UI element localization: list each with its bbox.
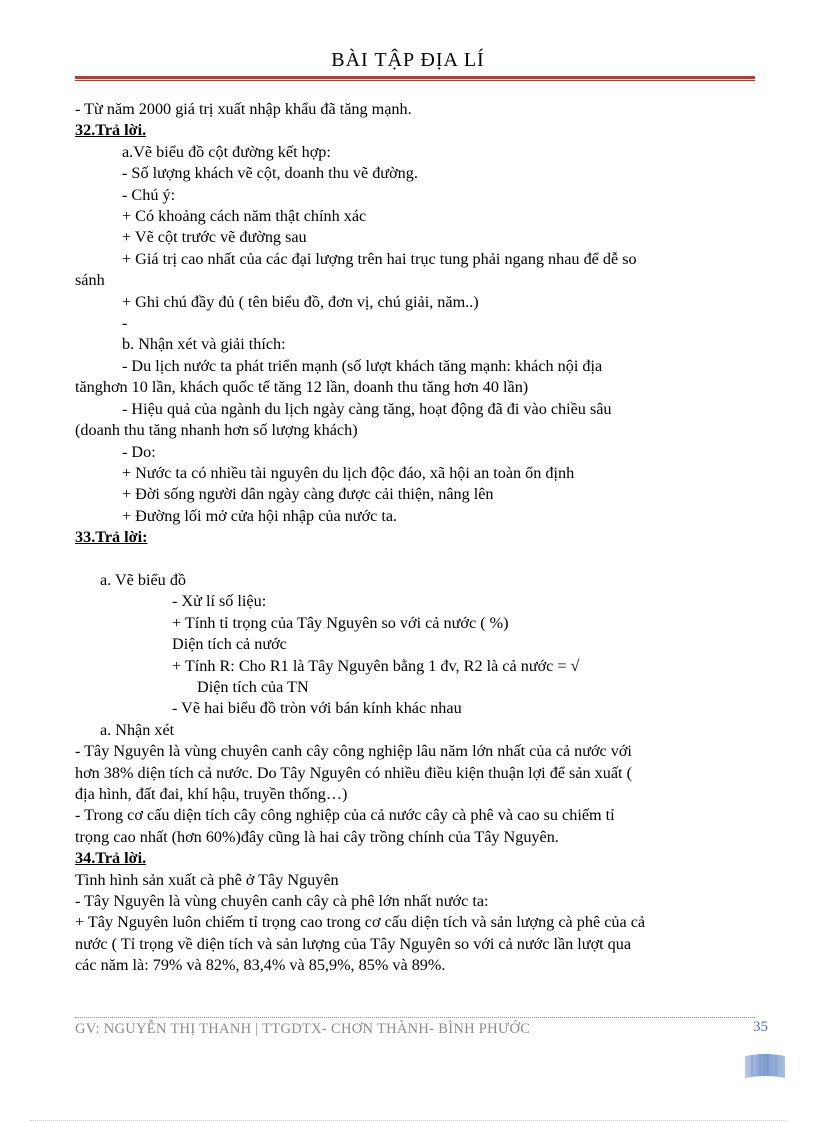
text-line: các năm là: 79% và 82%, 83,4% và 85,9%, 85% và 89%. — [75, 956, 446, 975]
text-line: Tình hình sản xuất cà phê ở Tây Nguyên — [75, 870, 339, 889]
text-line: - Xử lí số liệu: — [172, 592, 267, 611]
text-line: - Vẽ hai biểu đồ tròn với bán kính khác nhau — [172, 699, 462, 718]
text-line: - Từ năm 2000 giá trị xuất nhập khẩu đã tăng mạnh. — [75, 100, 412, 118]
text-line: + Có khoảng cách năm thật chính xác — [122, 207, 367, 226]
text-line: + Ghi chú đầy đủ ( tên biểu đồ, đơn vị, chú giải, năm..) — [122, 292, 479, 311]
page-bottom-border — [30, 1120, 786, 1121]
text-line: hơn 38% diện tích cả nước. Do Tây Nguyên có nhiều điều kiện thuận lợi để sản xuất ( — [75, 763, 632, 782]
text-line: + Đường lối mở cửa hội nhập của nước ta. — [122, 506, 398, 525]
header-rule-thin — [75, 80, 755, 81]
text-line: - Do: — [122, 442, 156, 461]
text-line: trọng cao nhất (hơn 60%)đây cũng là hai cây trồng chính của Tây Nguyên. — [75, 827, 559, 846]
footer-author: GV: NGUYỄN THỊ THANH | TTGDTX- CHƠN THÀNH- BÌNH PHƯỚC — [75, 1021, 531, 1037]
section-heading: 34.Trả lời. — [75, 849, 147, 868]
text-line: + Giá trị cao nhất của các đại lượng trên hai trục tung phải ngang nhau để dễ so — [122, 249, 637, 268]
page-number: 35 — [753, 1019, 768, 1035]
text-line: a. Vẽ biểu đồ — [100, 570, 187, 589]
text-line: - Chú ý: — [122, 185, 176, 204]
text-line: - Tây Nguyên là vùng chuyên canh cây công nghiệp lâu năm lớn nhất của cả nước với — [75, 742, 632, 761]
text-line: + Đời sống người dân ngày càng được cải thiện, nâng lên — [122, 485, 494, 504]
blank-line — [75, 549, 755, 570]
text-line: + Vẽ cột trước vẽ đường sau — [122, 228, 307, 247]
text-line: + Nước ta có nhiều tài nguyên du lịch độc đáo, xã hội an toàn ổn định — [122, 463, 575, 482]
text-line: + Tính tỉ trọng của Tây Nguyên so với cả nước ( %) — [172, 613, 509, 632]
header-rule — [75, 76, 755, 79]
text-line: - Số lượng khách vẽ cột, doanh thu vẽ đường. — [122, 164, 418, 183]
text-line: a.Vẽ biểu đồ cột đường kết hợp: — [122, 142, 331, 161]
text-line: - — [122, 314, 128, 333]
text-line: + Tính R: Cho R1 là Tây Nguyên bằng 1 đv, R2 là cả nước = √ — [172, 656, 580, 675]
text-line: Diện tích cả nước — [172, 635, 287, 654]
text-line: Diện tích của TN — [197, 677, 309, 696]
page-header-title: BÀI TẬP ĐỊA LÍ — [331, 49, 485, 71]
section-heading: 33.Trả lời: — [75, 528, 148, 547]
document-body — [75, 99, 755, 977]
text-line: - Trong cơ cấu diện tích cây công nghiệp của cả nước cây cà phê và cao su chiếm tỉ — [75, 806, 615, 825]
text-line: địa hình, đất đai, khí hậu, truyền thống…) — [75, 784, 348, 803]
text-line: b. Nhận xét và giải thích: — [122, 335, 286, 354]
text-line: a. Nhận xét — [100, 720, 175, 739]
text-line: sánh — [75, 271, 105, 290]
footer-rule — [75, 1017, 755, 1018]
text-line: (doanh thu tăng nhanh hơn số lượng khách) — [75, 421, 358, 440]
text-line: tănghơn 10 lần, khách quốc tế tăng 12 lần, doanh thu tăng hơn 40 lần) — [75, 378, 529, 397]
section-heading: 32.Trả lời. — [75, 121, 147, 140]
text-line: + Tây Nguyên luôn chiếm tỉ trọng cao trong cơ cấu diện tích và sản lượng cà phê của cả — [75, 913, 646, 932]
page-curl-icon — [744, 1052, 786, 1080]
text-line: nước ( Tỉ trọng về diện tích và sản lượng của Tây Nguyên so với cả nước lần lượt qua — [75, 934, 632, 953]
text-line: - Du lịch nước ta phát triển mạnh (số lượt khách tăng mạnh: khách nội địa — [122, 356, 603, 375]
text-line: - Tây Nguyên là vùng chuyên canh cây cà phê lớn nhất nước ta: — [75, 892, 489, 911]
text-line: - Hiệu quả của ngành du lịch ngày càng tăng, hoạt động đã đi vào chiều sâu — [122, 399, 612, 418]
